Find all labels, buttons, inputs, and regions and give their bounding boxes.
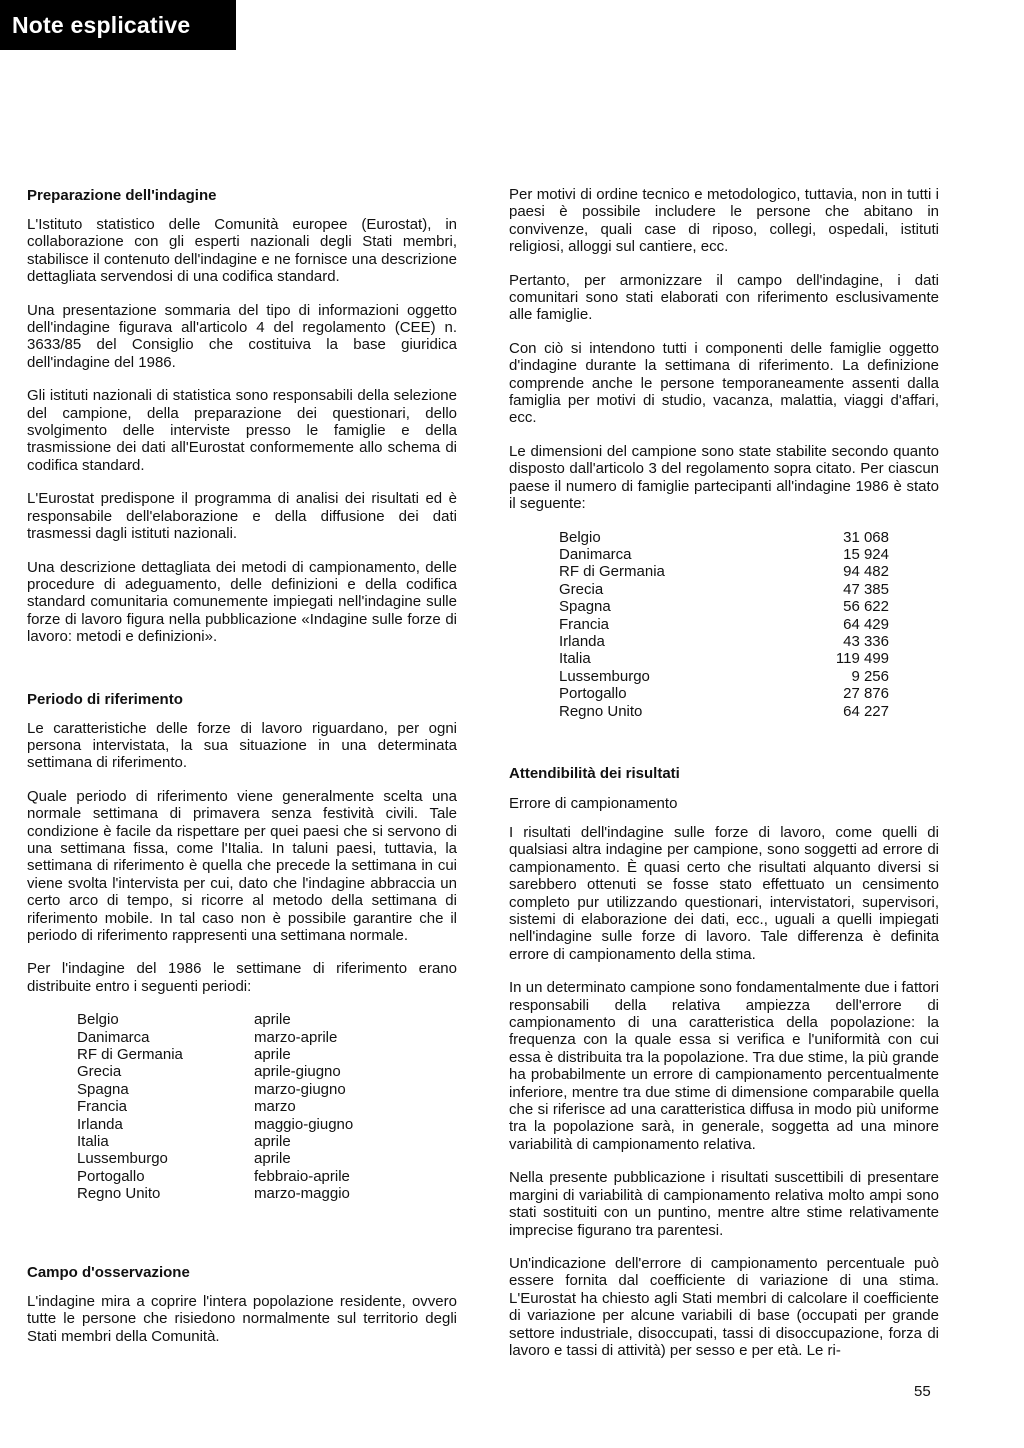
table-row — [27, 1029, 457, 1046]
section-heading-reference-period: Periodo di riferimento — [27, 690, 183, 708]
period-cell: febbraio-aprile — [254, 1167, 350, 1185]
households-table — [509, 529, 939, 720]
country-cell: Portogallo — [77, 1167, 145, 1185]
paragraph: L'Istituto statistico delle Comunità europee (Eurostat), in collaborazione con gli esperti nazionali degli Stati membri, stabilisce il contenuto dell'indagine e ne fornisce una descrizione dettagliata servendosi di una codifica standard. — [27, 216, 457, 286]
country-cell: Belgio — [559, 528, 601, 546]
table-row — [509, 650, 939, 667]
country-cell: Grecia — [77, 1063, 122, 1081]
section-heading-preparation: Preparazione dell'indagine — [27, 187, 217, 204]
country-cell: Belgio — [77, 1011, 119, 1029]
table-row — [509, 581, 939, 598]
paragraph: Per motivi di ordine tecnico e metodologico, tuttavia, non in tutti i paesi è possibile includere le persone che abitano in convivenze, quali case di riposo, collegi, ospedali, istituti religiosi, alloggi sul cantiere, ecc. — [509, 186, 939, 256]
count-cell: 43 336 — [843, 632, 889, 650]
paragraph: Un'indicazione dell'errore di campionamento percentuale può essere fornita dal coefficiente di variazione di una stima. L'Eurostat ha chiesto agli Stati membri di calcolare il coefficiente di variazione per alcune variabili di base (occupati per grande settore industriale, disoccupati, tassi di disoccupazione, forza di lavoro e tassi di attività) per sesso e per età. Le ri- — [509, 1254, 939, 1359]
table-row — [509, 685, 939, 702]
table-row — [27, 1046, 457, 1063]
paragraph: Le dimensioni del campione sono state stabilite secondo quanto disposto dall'articolo 3 del regolamento sopra citato. Per ciascun paese il numero di famiglie partecipanti all'indagine 1986 è stato il seguente: — [509, 442, 939, 513]
table-row — [27, 1150, 457, 1167]
country-cell: Francia — [77, 1098, 128, 1116]
period-cell: marzo-aprile — [254, 1028, 338, 1046]
paragraph: Una descrizione dettagliata dei metodi di campionamento, delle procedure di adeguamento, delle definizioni e della codifica standard comunitaria comunemente impiegati nell'indagine sulle forze di lavoro figura nella pubblicazione «Indagine sulle forze di lavoro: metodi e definizioni». — [27, 558, 457, 646]
paragraph: L'indagine mira a coprire l'intera popolazione residente, ovvero tutte le persone che risiedono normalmente sul territorio degli Stati membri della Comunità. — [27, 1292, 457, 1345]
paragraph: Gli istituti nazionali di statistica sono responsabili della selezione del campione, della preparazione dei questionari, dello svolgimento delle interviste presso le famiglie e della trasmissione dei dati all'Eurostat conformemente allo schema di codifica standard. — [27, 387, 457, 474]
paragraph: Nella presente pubblicazione i risultati suscettibili di presentare margini di variabilità di campionamento relativa molto ampi sono stati sostituiti con un puntino, mentre altre stime relativamente imprecise figurano tra parentesi. — [509, 1169, 939, 1239]
paragraph: In un determinato campione sono fondamentalmente due i fattori responsabili della relativa ampiezza dell'errore di campionamento di una caratteristica della popolazione: la frequenza con la quale essa si verifica e l'uniformità con cui essa è distribuita tra la popolazione. Tra due stime, la più grande ha probabilmente un errore di campionamento percentualmente inferiore, mentre tra due stime di dimensione comparabile quella che si riferisce ad una caratteristica diffusa in modo più uniforme tra la popolazione sarà, in generale, soggetta ad una minore variabilità di campionamento relativa. — [509, 979, 939, 1153]
page-title: Note esplicative — [12, 12, 191, 38]
header-bar — [0, 0, 236, 50]
count-cell: 27 876 — [843, 685, 889, 703]
paragraph: Le caratteristiche delle forze di lavoro riguardano, per ogni persona intervistata, la sua situazione in una determinata settimana di riferimento. — [27, 719, 457, 772]
country-cell: Francia — [559, 615, 610, 633]
period-cell: marzo-maggio — [254, 1185, 350, 1203]
country-cell: RF di Germania — [559, 563, 665, 581]
country-cell: Lussemburgo — [559, 667, 650, 685]
table-row — [509, 529, 939, 546]
count-cell: 119 499 — [835, 650, 889, 668]
period-cell: marzo-giugno — [254, 1080, 346, 1098]
country-cell: Italia — [77, 1133, 109, 1151]
country-cell: Portogallo — [559, 685, 627, 703]
table-row — [27, 1116, 457, 1133]
table-row — [27, 1098, 457, 1115]
count-cell: 31 068 — [843, 528, 889, 546]
period-cell: marzo — [254, 1098, 296, 1116]
table-row — [27, 1133, 457, 1150]
country-cell: Danimarca — [559, 545, 632, 563]
section-heading-reliability: Attendibilità dei risultati — [509, 764, 680, 782]
table-row — [509, 703, 939, 720]
country-cell: Irlanda — [77, 1115, 123, 1133]
country-cell: Spagna — [77, 1080, 129, 1098]
country-cell: Lussemburgo — [77, 1150, 168, 1168]
paragraph: Per l'indagine del 1986 le settimane di riferimento erano distribuite entro i seguenti periodi: — [27, 960, 457, 995]
table-row — [509, 546, 939, 563]
count-cell: 94 482 — [843, 563, 889, 581]
count-cell: 9 256 — [851, 667, 889, 685]
country-cell: Spagna — [559, 598, 611, 616]
reference-period-table — [27, 1011, 457, 1202]
table-row — [27, 1011, 457, 1028]
count-cell: 47 385 — [843, 580, 889, 598]
table-row — [509, 563, 939, 580]
section-heading-scope: Campo d'osservazione — [27, 1263, 190, 1281]
paragraph: Quale periodo di riferimento viene generalmente scelta una normale settimana di primavera senza festività civili. Tale condizione è facile da rispettare per quei paesi che si servono di una settimana fissa, come l'Italia. In taluni paesi, tuttavia, la settimana di riferimento è quella che precede la settimana in cui viene svolta l'intervista per cui, dato che l'indagine abbraccia un certo arco di tempo, si ricorre al metodo della settimana di riferimento mobile. In tal caso non è possibile garantire che il periodo di riferimento rappresenti una settimana normale. — [27, 787, 457, 944]
paragraph: I risultati dell'indagine sulle forze di lavoro, come quelli di qualsiasi altra indagine per campione, sono soggetti ad errore di campionamento. È quasi certo che risultati alquanto diversi si sarebbero ottenuti se fosse stato effettuato un censimento completo pur utilizzando questionari, intervistatori, supervisori, sistemi di elaborazione dei dati, ecc., uguali a quelli impiegati nell'indagine sulle forze di lavoro. Tale differenza è definita errore di campionamento della stima. — [509, 823, 939, 963]
table-row — [27, 1185, 457, 1202]
table-row — [509, 598, 939, 615]
period-cell: aprile — [254, 1046, 291, 1064]
paragraph: Pertanto, per armonizzare il campo dell'indagine, i dati comunitari sono stati elaborati con riferimento esclusivamente alle famiglie. — [509, 271, 939, 324]
country-cell: RF di Germania — [77, 1046, 183, 1064]
country-cell: Italia — [559, 650, 591, 668]
table-row — [27, 1063, 457, 1080]
right-column — [509, 186, 939, 1375]
period-cell: aprile — [254, 1133, 291, 1151]
table-row — [509, 633, 939, 650]
paragraph: Con ciò si intendono tutti i componenti delle famiglie oggetto d'indagine durante la settimana di riferimento. La definizione comprende anche le persone temporaneamente assenti dalla famiglia per motivi di studio, vacanza, malattia, viaggi d'affari, ecc. — [509, 339, 939, 427]
paragraph: L'Eurostat predispone il programma di analisi dei risultati ed è responsabile dell'elaborazione e della diffusione dei dati trasmessi dagli istituti nazionali. — [27, 490, 457, 543]
country-cell: Danimarca — [77, 1028, 150, 1046]
count-cell: 15 924 — [843, 545, 889, 563]
page-number: 55 — [914, 1383, 931, 1400]
table-row — [27, 1168, 457, 1185]
period-cell: aprile — [254, 1011, 291, 1029]
country-cell: Irlanda — [559, 632, 605, 650]
paragraph: Una presentazione sommaria del tipo di informazioni oggetto dell'indagine figurava all'articolo 4 del regolamento (CEE) n. 3633/85 del Consiglio che costituiva la base giuridica dell'indagine del 1986. — [27, 301, 457, 371]
period-cell: maggio-giugno — [254, 1115, 354, 1133]
table-row — [27, 1081, 457, 1098]
count-cell: 64 429 — [843, 615, 889, 633]
subheading-sampling-error: Errore di campionamento — [509, 794, 678, 812]
period-cell: aprile — [254, 1150, 291, 1168]
country-cell: Grecia — [559, 580, 604, 598]
country-cell: Regno Unito — [77, 1185, 161, 1203]
country-cell: Regno Unito — [559, 702, 643, 720]
period-cell: aprile-giugno — [254, 1063, 341, 1081]
count-cell: 64 227 — [843, 702, 889, 720]
table-row — [509, 616, 939, 633]
count-cell: 56 622 — [843, 598, 889, 616]
table-row — [509, 668, 939, 685]
left-column — [27, 186, 457, 1361]
